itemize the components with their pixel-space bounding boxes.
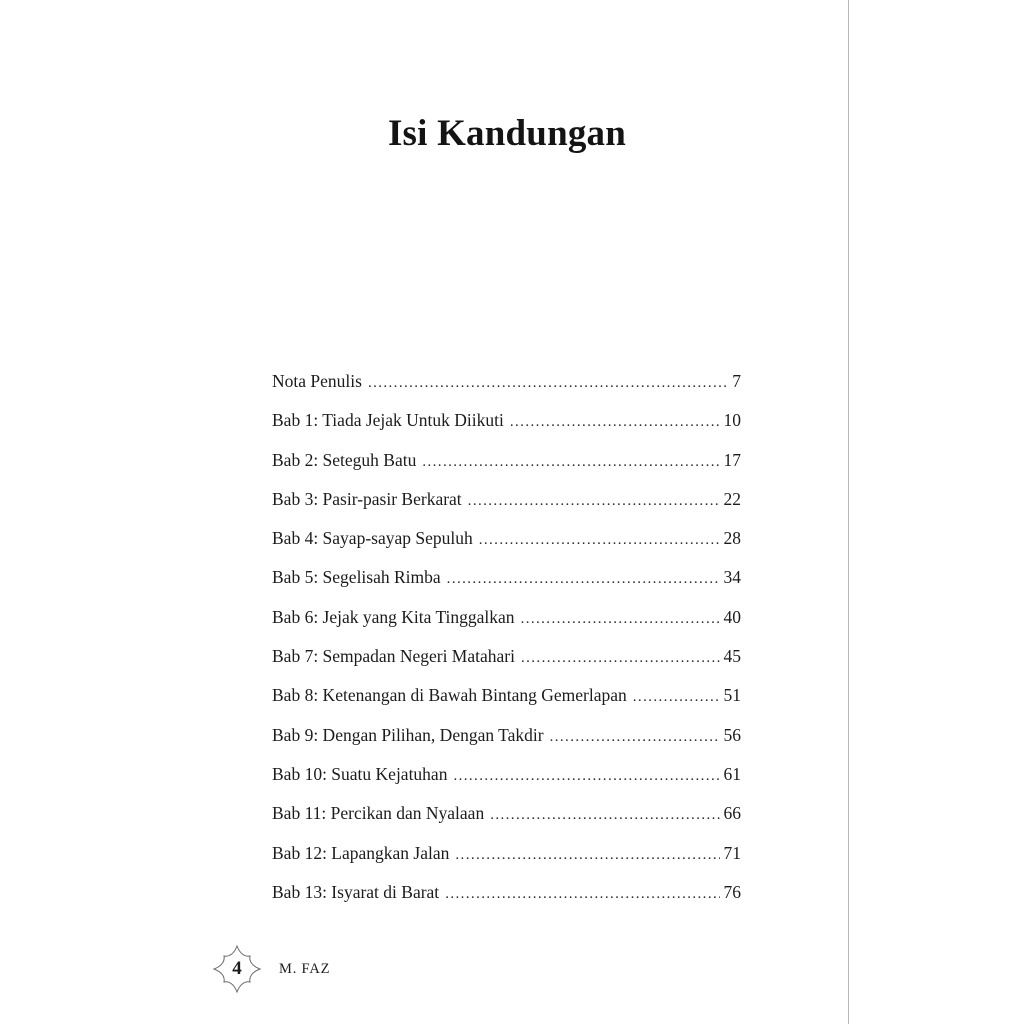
toc-entry — [272, 843, 741, 882]
toc-entry-label: Bab 10: Suatu Kejatuhan — [272, 763, 448, 784]
toc-entry-label: Bab 12: Lapangkan Jalan — [272, 842, 450, 863]
toc-entry-page: 76 — [723, 881, 741, 902]
toc-dot-leader — [368, 375, 728, 392]
page-footer — [212, 944, 330, 994]
toc-entry-page: 51 — [723, 685, 741, 706]
toc-dot-leader — [521, 650, 720, 667]
running-author: M. FAZ — [279, 960, 331, 977]
toc-entry-label: Bab 13: Isyarat di Barat — [272, 881, 440, 902]
toc-entry-label: Bab 6: Jejak yang Kita Tinggalkan — [272, 606, 515, 627]
toc-entry — [272, 489, 741, 528]
toc-entry — [272, 764, 741, 803]
toc-entry — [272, 685, 741, 724]
toc-entry-page: 34 — [723, 567, 741, 588]
toc-entry-label: Bab 9: Dengan Pilihan, Dengan Takdir — [272, 724, 544, 745]
toc-dot-leader — [521, 611, 720, 628]
toc-entry-page: 22 — [723, 488, 741, 509]
toc-entry-page: 17 — [723, 449, 741, 470]
toc-entry-page: 56 — [723, 724, 741, 745]
toc-entry-label: Nota Penulis — [272, 371, 362, 391]
toc-dot-leader — [447, 571, 720, 588]
toc-dot-leader — [633, 689, 720, 706]
toc-entry-page: 45 — [723, 646, 741, 667]
toc-entry-page: 10 — [723, 410, 741, 431]
toc-entry-page: 7 — [732, 371, 741, 391]
toc-entry — [272, 567, 741, 606]
toc-dot-leader — [453, 768, 719, 785]
page-title: Isi Kandungan — [387, 113, 627, 154]
toc-entry-label: Bab 2: Seteguh Batu — [272, 449, 417, 470]
toc-dot-leader — [468, 493, 720, 510]
toc-entry-label: Bab 3: Pasir-pasir Berkarat — [272, 488, 462, 509]
toc-entry-page: 71 — [723, 842, 741, 863]
toc-entry — [272, 803, 741, 842]
toc-dot-leader — [445, 886, 719, 903]
folio — [212, 944, 262, 994]
toc-entry — [272, 410, 741, 449]
page-number: 4 — [232, 958, 242, 979]
toc-entry-label: Bab 5: Segelisah Rimba — [272, 567, 441, 588]
toc-entry-page: 28 — [723, 528, 741, 549]
facing-page — [849, 0, 1024, 1024]
toc-entry — [272, 607, 741, 646]
toc-entry — [272, 646, 741, 685]
toc-entry-label: Bab 4: Sayap-sayap Sepuluh — [272, 528, 473, 549]
toc-entry — [272, 725, 741, 764]
toc-entry-page: 40 — [723, 606, 741, 627]
toc-entry-label: Bab 8: Ketenangan di Bawah Bintang Gemerlapan — [272, 685, 627, 706]
toc-dot-leader — [550, 729, 720, 746]
toc-dot-leader — [455, 847, 719, 864]
table-of-contents — [272, 371, 741, 921]
toc-entry-label: Bab 7: Sempadan Negeri Matahari — [272, 646, 515, 667]
toc-entry — [272, 450, 741, 489]
toc-entry-label: Bab 1: Tiada Jejak Untuk Diikuti — [272, 410, 504, 431]
toc-dot-leader — [422, 454, 719, 471]
toc-dot-leader — [479, 532, 720, 549]
toc-entry — [272, 371, 741, 410]
toc-entry-label: Bab 11: Percikan dan Nyalaan — [272, 803, 485, 824]
toc-entry-page: 66 — [723, 803, 741, 824]
toc-dot-leader — [490, 807, 719, 824]
toc-entry — [272, 528, 741, 567]
toc-entry — [272, 882, 741, 921]
toc-dot-leader — [510, 414, 720, 431]
toc-entry-page: 61 — [723, 763, 741, 784]
